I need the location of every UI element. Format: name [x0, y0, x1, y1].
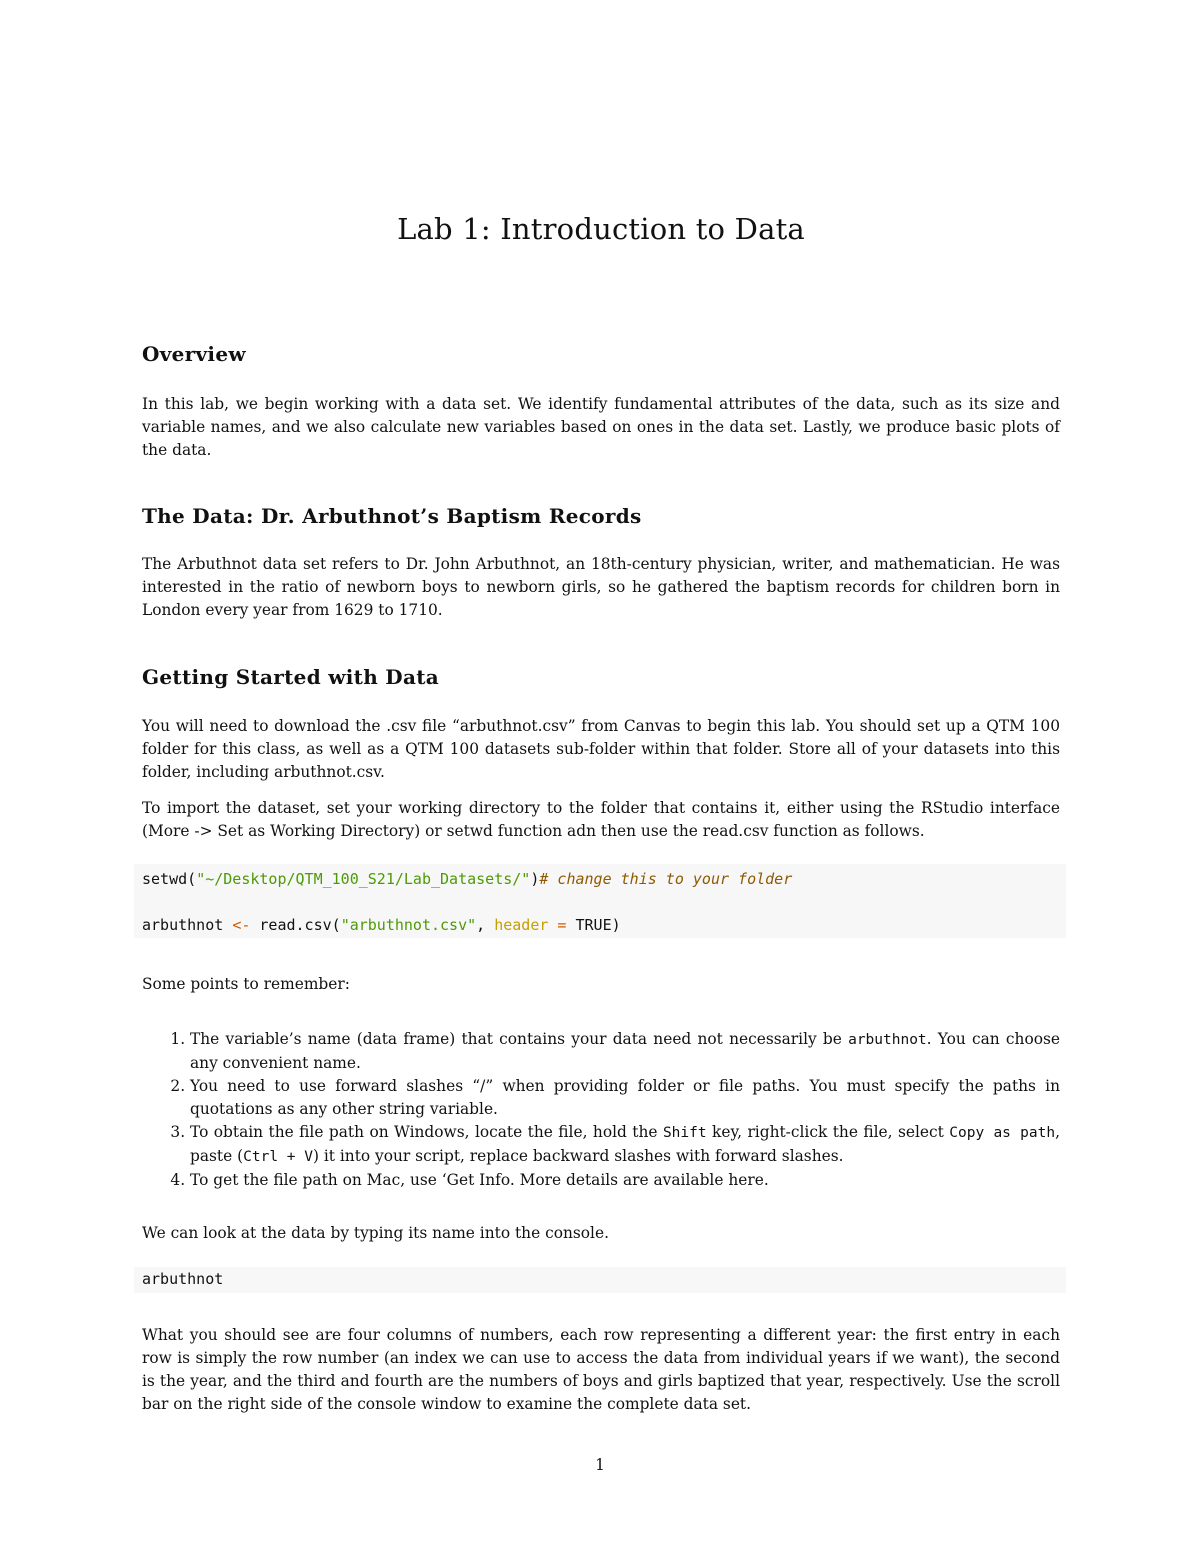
data-paragraph: The Arbuthnot data set refers to Dr. John Arbuthnot, an 18th-century physician, writer, and mathematician. He was interested in the ratio of newborn boys to newborn girls, so he gathered the baptism records for children born in London every year from 1629 to 1710.	[142, 555, 1060, 619]
remember-intro: Some points to remember:	[142, 975, 350, 993]
list-item	[190, 1121, 1060, 1169]
list-text: key, right-click the file, select	[706, 1123, 950, 1141]
getting-started-heading: Getting Started with Data	[142, 665, 440, 689]
code-assign: <-	[232, 916, 251, 934]
remember-list	[164, 1028, 1060, 1192]
final-paragraph: What you should see are four columns of numbers, each row representing a different year: the first entry in each row is simply the row number (an index we can use to access the data from individual years if we want), the second is the year, and the third and fourth are the numbers of boys and girls baptized that year, respectively. Use the scroll bar on the right side of the console window to examine the complete data set.	[142, 1326, 1060, 1413]
list-text: To get the file path on Mac, use ‘Get Info. More details are available here.	[190, 1171, 769, 1189]
list-item	[190, 1075, 1060, 1121]
list-text: To obtain the file path on Windows, locate the file, hold the	[190, 1123, 663, 1141]
inline-code: Shift	[662, 1125, 707, 1141]
data-heading: The Data: Dr. Arbuthnot’s Baptism Records	[142, 504, 642, 528]
code-arg: header	[494, 916, 549, 934]
code-line-read-csv	[142, 914, 621, 937]
inline-code: Copy as path	[949, 1125, 1056, 1141]
list-text: , paste (	[190, 1123, 1061, 1165]
code-close: )	[530, 870, 540, 888]
code-fn: read.csv(	[250, 916, 341, 934]
getting-started-paragraph-2: To import the dataset, set your working directory to the folder that contains it, either using the RStudio interface (More -> Set as Working Directory) or setwd function adn then use the read.csv function as follows.	[142, 799, 1060, 840]
code-line-setwd	[142, 868, 792, 891]
list-item	[190, 1028, 1060, 1075]
inline-code: arbuthnot	[848, 1032, 927, 1048]
list-text: ) it into your script, replace backward slashes with forward slashes.	[312, 1147, 844, 1165]
inline-code: Ctrl + V	[243, 1149, 313, 1165]
overview-paragraph: In this lab, we begin working with a data set. We identify fundamental attributes of the data, such as its size and variable names, and we also calculate new variables based on ones in the data set. Lastly, we produce basic plots of the data.	[142, 395, 1060, 459]
code-string-path: "~/Desktop/QTM_100_S21/Lab_Datasets/"	[196, 870, 531, 888]
code-fn: setwd(	[142, 870, 197, 888]
code-block-import	[134, 864, 1066, 938]
list-text: The variable’s name (data frame) that contains your data need not necessarily be	[190, 1030, 849, 1048]
page-number: 1	[595, 1456, 605, 1474]
document-title: Lab 1: Introduction to Data	[397, 212, 805, 246]
code-val: TRUE)	[575, 916, 621, 934]
list-item	[190, 1169, 1060, 1192]
code-line-arbuthnot: arbuthnot	[142, 1270, 224, 1288]
list-text: . You can choose any convenient name.	[190, 1030, 1060, 1072]
getting-started-paragraph-1: You will need to download the .csv file “arbuthnot.csv” from Canvas to begin this lab. You should set up a QTM 100 folder for this class, as well as a QTM 100 datasets sub-folder within that folder. Store all of your datasets into this folder, including arbuthnot.csv.	[142, 717, 1060, 781]
code-block-console	[134, 1267, 1066, 1293]
list-text: You need to use forward slashes “/” when providing folder or file paths. You must specify the paths in quotations as any other string variable.	[190, 1077, 1060, 1118]
code-comment: # change this to your folder	[539, 870, 793, 888]
console-paragraph: We can look at the data by typing its name into the console.	[142, 1224, 609, 1242]
code-string-file: "arbuthnot.csv"	[340, 916, 477, 934]
code-var: arbuthnot	[142, 916, 233, 934]
code-eq: =	[548, 916, 576, 934]
overview-heading: Overview	[142, 342, 246, 366]
code-sep: ,	[476, 916, 495, 934]
